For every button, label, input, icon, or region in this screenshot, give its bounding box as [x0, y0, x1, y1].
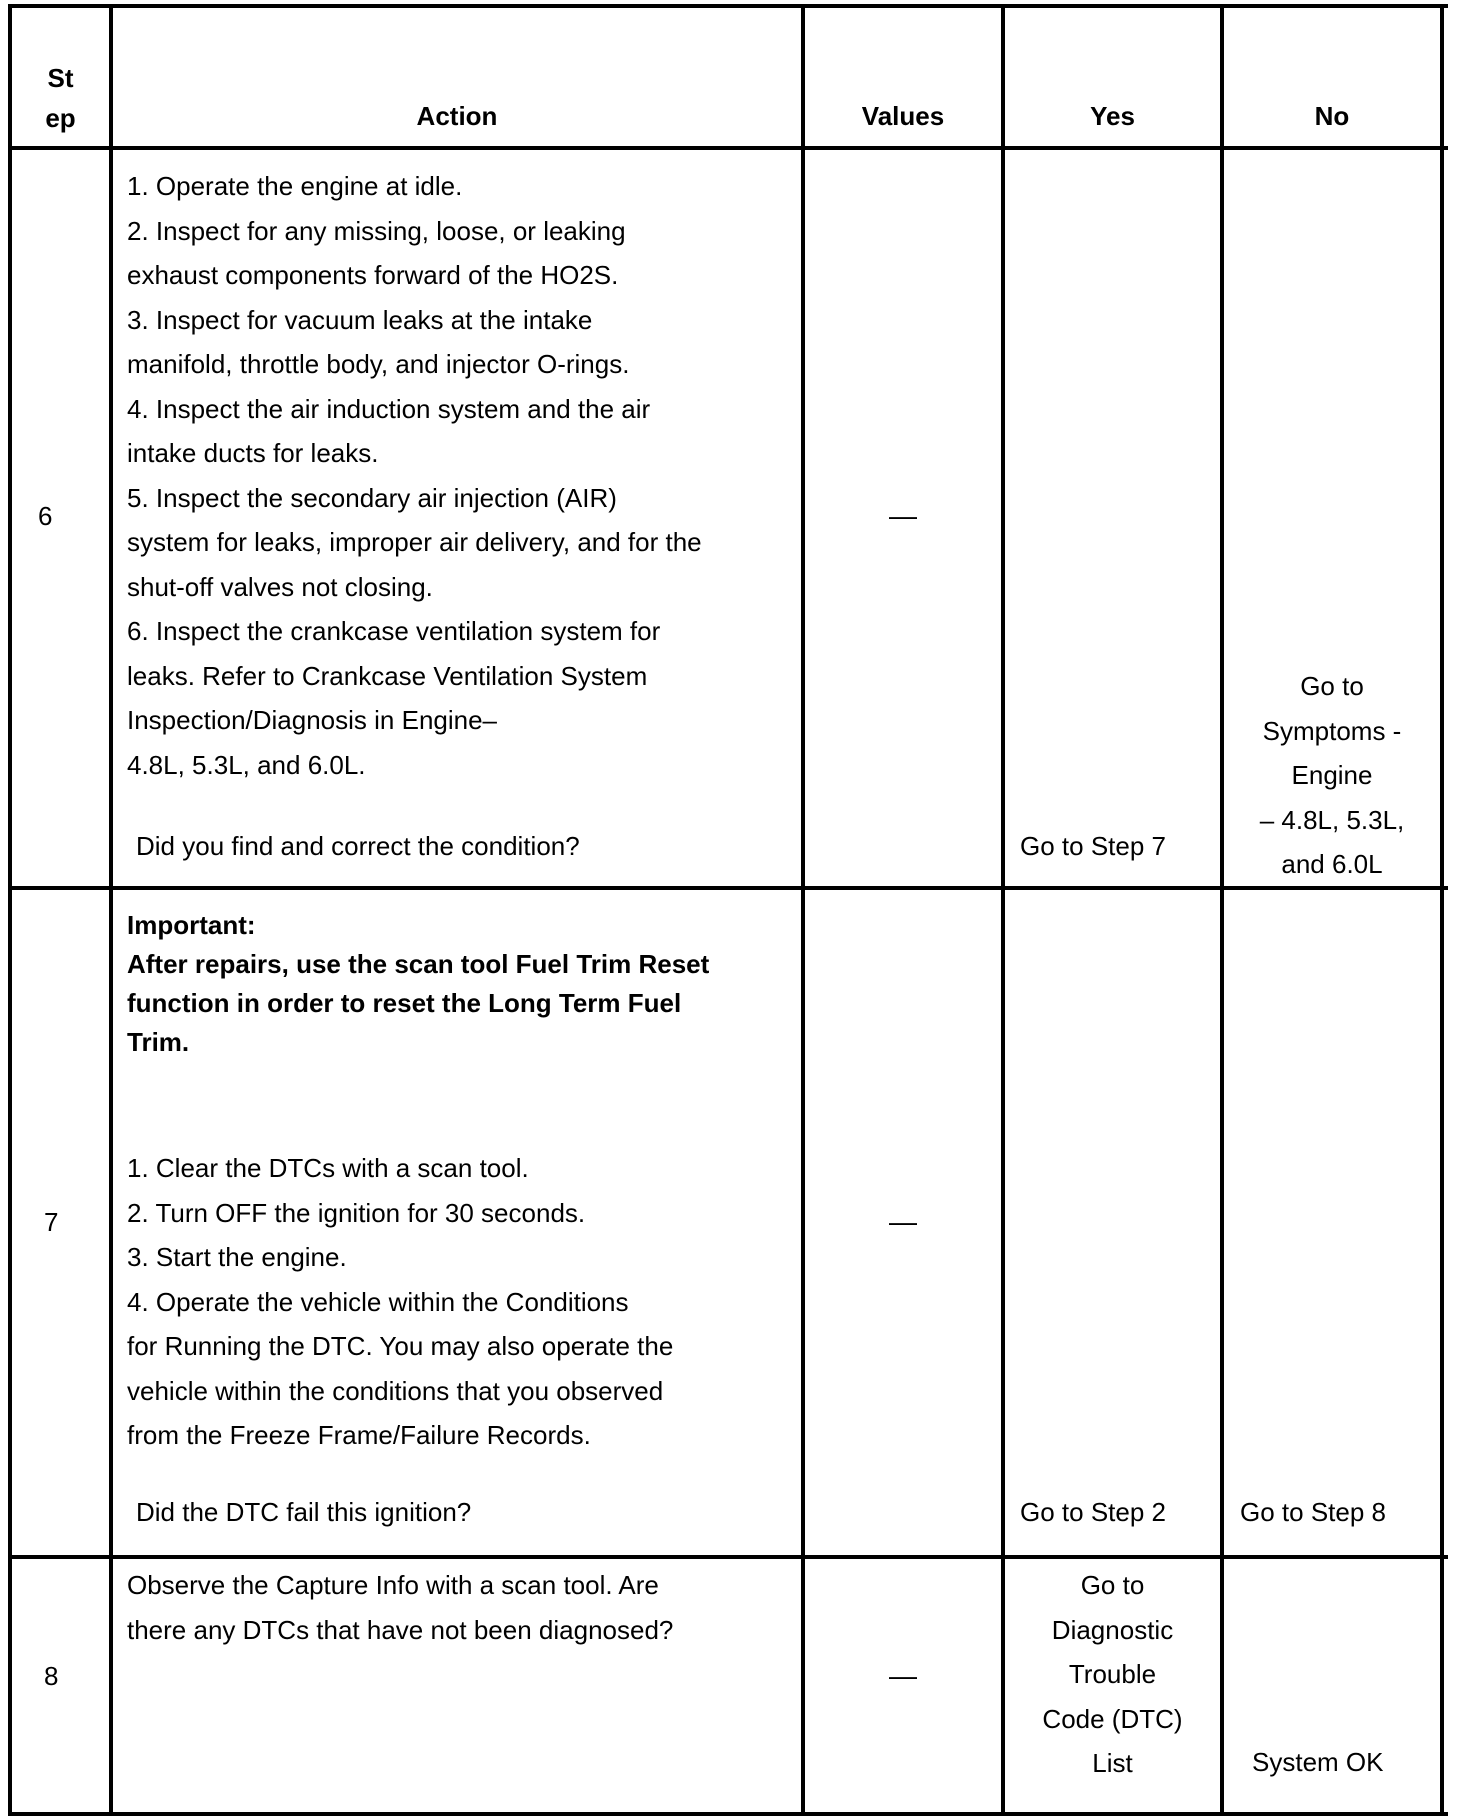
header-no: No [1314, 101, 1350, 131]
values-cell: — [889, 1206, 917, 1237]
header-action: Action [416, 101, 498, 131]
action-line: for Running the DTC. You may also operate the [127, 1331, 674, 1361]
step-number: 6 [38, 501, 53, 531]
header-values: Values [861, 101, 945, 131]
action-steps [127, 1563, 797, 1652]
action-line: shut-off valves not closing. [127, 571, 433, 602]
no-line: Engine [1291, 760, 1373, 790]
action-line: there any DTCs that have not been diagnosed? [127, 1614, 674, 1645]
action-line: 1. Operate the engine at idle. [127, 171, 463, 201]
yes-line: Code (DTC) [1042, 1703, 1183, 1734]
action-line: 4.8L, 5.3L, and 6.0L. [127, 749, 366, 780]
action-line: 4. Operate the vehicle within the Conditions [127, 1286, 629, 1317]
action-line: exhaust components forward of the HO2S. [127, 260, 619, 290]
header-step-line: St [47, 63, 74, 93]
action-line: leaks. Refer to Crankcase Ventilation System [127, 660, 648, 691]
action-steps [127, 164, 797, 787]
yes-cell: Go to Step 7 [1020, 831, 1166, 861]
yes-line: List [1092, 1748, 1133, 1778]
no-cell [1224, 664, 1440, 887]
action-steps [127, 1146, 797, 1458]
yes-line: Trouble [1068, 1659, 1157, 1689]
action-question: Did you find and correct the condition? [136, 831, 580, 861]
action-question: Did the DTC fail this ignition? [136, 1497, 472, 1527]
action-line: 5. Inspect the secondary air injection (AIR) [127, 482, 617, 513]
action-line: 3. Start the engine. [127, 1242, 347, 1272]
column-divider [801, 4, 805, 1816]
action-line: system for leaks, improper air delivery, and for the [127, 527, 702, 557]
header-step-line: ep [45, 103, 76, 133]
column-divider [1440, 4, 1444, 1816]
important-line: Trim. [127, 1027, 190, 1057]
step-number: 8 [44, 1661, 59, 1691]
important-note [127, 906, 797, 1062]
action-line: intake ducts for leaks. [127, 438, 379, 468]
no-cell: Go to Step 8 [1240, 1497, 1386, 1527]
no-cell: System OK [1252, 1747, 1384, 1777]
action-line: Observe the Capture Info with a scan tool. Are [127, 1570, 659, 1600]
yes-line: Diagnostic [1051, 1614, 1174, 1645]
important-line: Important: [127, 910, 256, 940]
step-number: 7 [44, 1207, 59, 1237]
header-yes: Yes [1090, 101, 1135, 131]
values-cell: — [889, 500, 917, 531]
column-divider [109, 4, 113, 1816]
no-line: Symptoms - [1262, 715, 1402, 746]
row-separator [8, 886, 1448, 890]
column-divider [1220, 4, 1224, 1816]
action-line: 3. Inspect for vacuum leaks at the intake [127, 304, 593, 335]
row-separator [8, 1555, 1448, 1559]
table-border-bottom [8, 1812, 1448, 1816]
action-line: 2. Turn OFF the ignition for 30 seconds. [127, 1197, 586, 1228]
no-line: and 6.0L [1281, 849, 1383, 879]
column-divider [8, 4, 12, 1816]
header-step [12, 58, 109, 138]
yes-cell: Go to Step 2 [1020, 1497, 1166, 1527]
yes-line: Go to [1080, 1570, 1145, 1600]
action-line: 2. Inspect for any missing, loose, or leaking [127, 215, 626, 246]
action-line: 4. Inspect the air induction system and the air [127, 393, 651, 424]
action-line: 1. Clear the DTCs with a scan tool. [127, 1153, 529, 1183]
column-divider [1001, 4, 1005, 1816]
action-line: 6. Inspect the crankcase ventilation system for [127, 616, 661, 646]
important-line: After repairs, use the scan tool Fuel Trim Reset [127, 949, 710, 979]
header-separator [8, 146, 1448, 150]
no-line: – 4.8L, 5.3L, [1259, 804, 1405, 835]
action-line: from the Freeze Frame/Failure Records. [127, 1420, 591, 1450]
action-line: vehicle within the conditions that you observed [127, 1375, 664, 1406]
action-line: manifold, throttle body, and injector O-rings. [127, 349, 630, 379]
table-border-top [8, 4, 1448, 8]
action-line: Inspection/Diagnosis in Engine– [127, 705, 498, 735]
values-cell: — [889, 1660, 917, 1691]
no-line: Go to [1300, 671, 1364, 701]
yes-cell [1005, 1563, 1220, 1786]
important-line: function in order to reset the Long Term Fuel [127, 988, 682, 1018]
